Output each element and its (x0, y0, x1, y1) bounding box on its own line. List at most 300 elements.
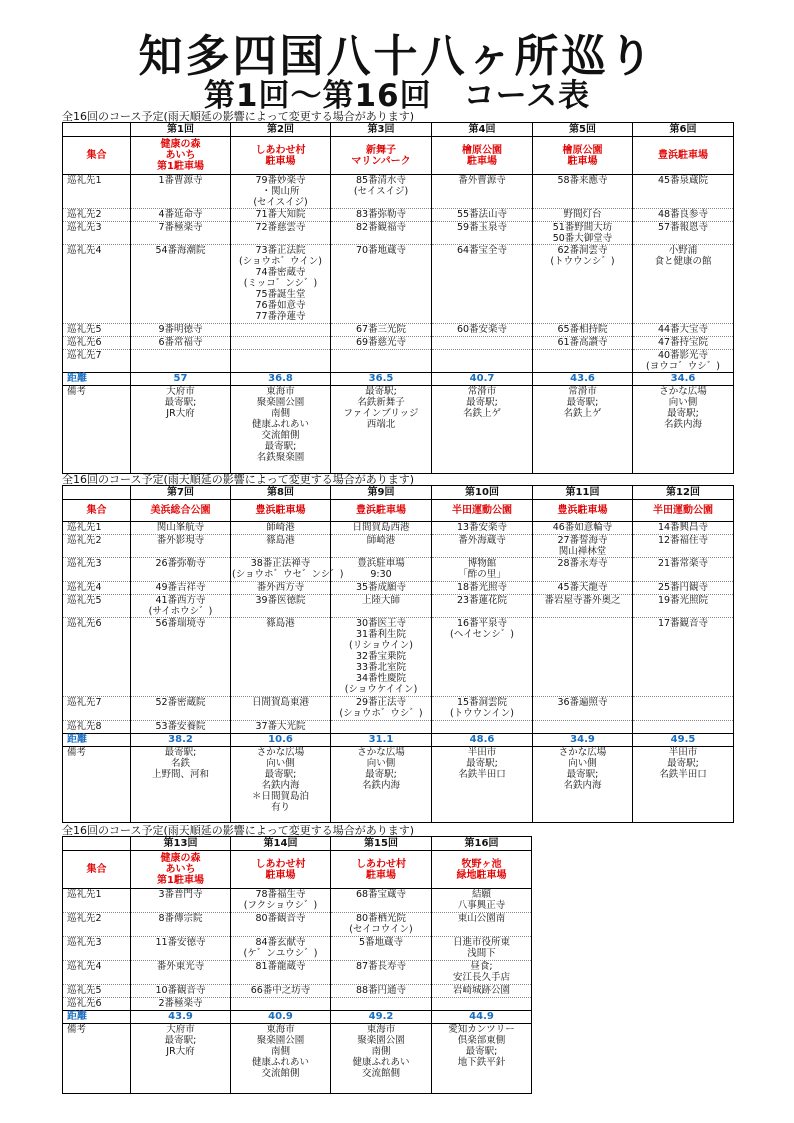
temple-cell-text: 35番成願寺 (355, 582, 407, 593)
temple-cell-text: 昼食; 安江長久手店 (452, 961, 510, 983)
temple-cell-text: 13番安楽寺 (456, 522, 508, 533)
temple-cell-text: 47番持宝院 (657, 337, 709, 348)
temple-cell-text: 東山公園南 (457, 913, 506, 924)
temple-cell-text: 26番弥勒寺 (155, 558, 206, 569)
temple-cell (231, 245, 331, 324)
remark-cell-text: 東海市 聚楽園公園 南側 健康ふれあい 交流館側 (352, 1024, 410, 1079)
temple-cell (331, 913, 432, 937)
temple-cell (331, 595, 432, 618)
row-label-stop (63, 245, 131, 324)
course-table-3 (62, 836, 532, 1094)
temple-cell-text: 野間灯台 (563, 209, 602, 220)
round-header-text: 第11回 (565, 487, 600, 498)
temple-cell-text: 45番天龍寺 (557, 582, 608, 593)
row-label-stop-text: 巡礼先2 (67, 913, 102, 924)
temple-cell (231, 558, 344, 582)
temple-cell (533, 245, 633, 324)
round-header (432, 486, 533, 500)
temple-cell-text: 6番常福寺 (158, 337, 203, 348)
temple-cell (432, 697, 533, 721)
round-header-text: 第16回 (464, 838, 499, 849)
temple-cell-text: 小野浦 食と健康の館 (654, 245, 712, 267)
temple-cell (331, 998, 432, 1011)
remark-cell (331, 747, 432, 823)
temple-cell-text: 27番誓海寺 関山禅林堂 (557, 535, 608, 557)
row-label-stop (63, 558, 131, 582)
remark-cell (231, 747, 331, 823)
temple-cell (131, 889, 231, 913)
distance-value-text: 31.1 (368, 734, 394, 745)
remark-cell-text: 愛知カンツリー 倶楽部東側 最寄駅; 地下鉄平針 (448, 1024, 515, 1068)
temple-cell (131, 175, 231, 209)
pilgrimage-stop-row (63, 721, 734, 734)
distance-value (331, 373, 432, 386)
temple-cell-text: 番外西方寺 (256, 582, 305, 593)
pilgrimage-stop-row (63, 337, 734, 350)
distance-value-text: 57 (173, 373, 188, 384)
temple-cell-text: 篠島港 (266, 618, 295, 629)
round-header-text: 第8回 (267, 487, 294, 498)
row-label-stop-text: 巡礼先4 (67, 582, 102, 593)
temple-cell-text: 30番医王寺 31番利生院 (リショウイン) 32番宝乗院 33番北室院 34番性慶院 (ショウケイイン) (344, 618, 418, 695)
temple-cell-text: 65番相持院 (557, 324, 608, 335)
round-header-text: 第3回 (367, 124, 395, 135)
remark-cell (131, 1024, 231, 1094)
temple-cell-text: 8番傳宗院 (158, 913, 203, 924)
temple-cell-text: 9番明徳寺 (158, 324, 203, 335)
temple-cell (131, 337, 231, 350)
remarks-row (63, 747, 734, 823)
temple-cell-text: 60番安楽寺 (456, 324, 508, 335)
temple-cell (633, 175, 734, 209)
row-label-stop (63, 324, 131, 337)
remark-cell (331, 386, 432, 474)
meeting-point (533, 137, 633, 175)
meeting-point-text: 健康の森 あいち 第1駐車場 (157, 853, 204, 886)
temple-cell-text: 上陸大師 (361, 595, 400, 606)
temple-cell (533, 337, 633, 350)
round-header-row (63, 486, 734, 500)
temple-cell-text: 83番弥勒寺 (355, 209, 407, 220)
meeting-point-row (63, 500, 734, 522)
temple-cell-text: 番外海蔵寺 (458, 535, 506, 546)
temple-cell (432, 889, 532, 913)
temple-cell (633, 522, 734, 535)
row-label-remarks-text: 備考 (67, 1024, 87, 1035)
temple-cell-text: 5番地蔵寺 (358, 937, 404, 948)
temple-cell (533, 697, 633, 721)
temple-cell (331, 889, 432, 913)
temple-cell (432, 618, 533, 697)
temple-cell-text: 51番野間大坊 50番大御堂寺 (552, 222, 613, 244)
meeting-point (131, 500, 231, 522)
row-label-stop (63, 582, 131, 595)
temple-cell-text: 64番宝全寺 (456, 245, 508, 256)
row-label-stop-text: 巡礼先2 (67, 209, 102, 220)
row-label-stop-text: 巡礼先5 (67, 985, 102, 996)
temple-cell (331, 350, 432, 373)
round-header (432, 123, 533, 137)
temple-cell (633, 535, 734, 558)
temple-cell (633, 209, 734, 222)
temple-cell (331, 961, 432, 985)
meeting-point (331, 137, 432, 175)
pilgrimage-stop-row (63, 222, 734, 245)
row-label-stop-text: 巡礼先7 (67, 697, 102, 708)
pilgrimage-stop-row (63, 937, 532, 961)
row-label-stop-text: 巡礼先3 (67, 558, 102, 569)
temple-cell-text: 49番吉祥寺 (155, 582, 206, 593)
temple-cell-text: 80番栖光院 (セイコウイン) (349, 913, 413, 935)
temple-cell-text: 日間賀島西港 (352, 522, 410, 533)
temple-cell-text: 28番永寿寺 (557, 558, 608, 569)
temple-cell-text: 16番平泉寺 (ヘイセンシ゛) (450, 618, 514, 640)
schedule-note-1: 全16回のコース予定(雨天順延の影響によって変更する場合があります) (62, 110, 415, 123)
remark-cell (331, 1024, 432, 1094)
row-label-stop (63, 937, 131, 961)
row-label-parking (63, 500, 131, 522)
temple-cell-text: 番外曹源寺 (458, 175, 506, 186)
distance-value (231, 373, 331, 386)
meeting-point-row (63, 137, 734, 175)
temple-cell (633, 337, 734, 350)
row-label-stop-text: 巡礼先2 (67, 535, 102, 546)
row-label-stop-text: 巡礼先8 (67, 721, 102, 732)
temple-cell (231, 998, 331, 1011)
round-header (231, 486, 331, 500)
temple-cell-text: 1番曹源寺 (158, 175, 203, 186)
temple-cell (432, 324, 533, 337)
temple-cell (633, 245, 734, 324)
round-header-text: 第2回 (267, 124, 294, 135)
pilgrimage-stop-row (63, 209, 734, 222)
temple-cell (533, 535, 633, 558)
temple-cell-text: 師崎港 (266, 522, 295, 533)
distance-value-text: 44.9 (469, 1011, 494, 1022)
meeting-point-text: しあわせ村 駐車場 (255, 144, 306, 167)
distance-value-text: 49.2 (368, 1011, 394, 1022)
remarks-row (63, 386, 734, 474)
distance-value-text: 36.8 (268, 373, 293, 384)
row-label-stop (63, 350, 131, 373)
temple-cell (231, 937, 331, 961)
round-header (231, 123, 331, 137)
round-header (633, 486, 734, 500)
row-label-stop-text: 巡礼先6 (67, 618, 102, 629)
distance-value-text: 40.7 (469, 373, 495, 384)
round-header (331, 123, 432, 137)
round-header (331, 486, 432, 500)
distance-value (633, 734, 734, 747)
temple-cell (432, 350, 533, 373)
row-label-stop-text: 巡礼先1 (67, 889, 102, 900)
temple-cell (432, 175, 533, 209)
temple-cell (131, 721, 231, 734)
temple-cell-text: 61番高讃寺 (557, 337, 608, 348)
temple-cell-text: 14番興昌寺 (657, 522, 709, 533)
distance-value (432, 734, 533, 747)
row-label-stop-text: 巡礼先4 (67, 245, 102, 256)
round-header-text: 第14回 (263, 838, 298, 849)
temple-cell-text: 37番大光院 (255, 721, 306, 732)
temple-cell (432, 582, 533, 595)
meeting-point-text: しあわせ村 駐車場 (255, 858, 306, 881)
pilgrimage-stop-row (63, 582, 734, 595)
temple-cell (231, 350, 331, 373)
temple-cell (533, 175, 633, 209)
temple-cell (131, 937, 231, 961)
temple-cell (331, 337, 432, 350)
temple-cell-text: 53番安養院 (155, 721, 206, 732)
header-corner (63, 486, 131, 500)
remark-cell-text: さかな広場 向い側 最寄駅; 名鉄内海 (659, 386, 707, 430)
temple-cell-text: 36番遍照寺 (557, 697, 608, 708)
temple-cell-text: 11番安徳寺 (155, 937, 206, 948)
temple-cell (633, 582, 734, 595)
distance-value (533, 734, 633, 747)
round-header-row (63, 837, 532, 851)
remark-cell (432, 386, 533, 474)
temple-cell (533, 721, 633, 734)
temple-cell-text: 69番慈光寺 (355, 337, 407, 348)
meeting-point-text: 牧野ヶ池 緑地駐車場 (456, 858, 507, 881)
temple-cell (131, 998, 231, 1011)
distance-value (131, 1011, 231, 1024)
temple-cell-text: 46番如意輪寺 (552, 522, 613, 533)
meeting-point-text: しあわせ村 駐車場 (356, 858, 406, 881)
page-subtitle: 第1回〜第16回 コース表 (203, 78, 591, 114)
row-label-stop-text: 巡礼先6 (67, 998, 102, 1009)
temple-cell (131, 618, 231, 697)
temple-cell-text: 52番密蔵院 (155, 697, 206, 708)
temple-cell (533, 618, 633, 697)
temple-cell-text: 豊浜駐車場 9:30 (357, 558, 405, 580)
round-header (432, 837, 532, 851)
temple-cell (331, 222, 432, 245)
round-header (533, 123, 633, 137)
row-label-remarks (63, 1024, 131, 1094)
temple-cell-text: 87番長寿寺 (355, 961, 407, 972)
temple-cell (432, 522, 533, 535)
temple-cell-text: 関山峯航寺 (156, 522, 205, 533)
row-label-stop-text: 巡礼先4 (67, 961, 102, 972)
temple-cell-text: 81番龍蔵寺 (255, 961, 306, 972)
temple-cell-text: 29番正法寺 (ショウホ゛ウシ゛) (339, 697, 423, 719)
remarks-row (63, 1024, 532, 1094)
meeting-point (231, 851, 331, 889)
distance-value (533, 373, 633, 386)
temple-cell (231, 337, 331, 350)
meeting-point-text: 半田運動公園 (452, 505, 512, 516)
remark-cell-text: 大府市 最寄駅; JR大府 (164, 1024, 197, 1057)
temple-cell-text: 12番福住寺 (657, 535, 709, 546)
temple-cell (331, 522, 432, 535)
temple-cell (231, 697, 331, 721)
temple-cell (533, 222, 633, 245)
temple-cell-text: 55番法山寺 (456, 209, 508, 220)
temple-cell (633, 350, 734, 373)
row-label-stop (63, 595, 131, 618)
row-label-distance-text: 距離 (67, 373, 87, 384)
pilgrimage-stop-row (63, 697, 734, 721)
temple-cell (432, 222, 533, 245)
temple-cell-text: 57番報恩寺 (657, 222, 709, 233)
row-label-parking (63, 137, 131, 175)
temple-cell-text: 80番観音寺 (255, 913, 306, 924)
remark-cell-text: さかな広場 向い側 最寄駅; 名鉄内海 (357, 747, 405, 791)
row-label-stop-text: 巡礼先5 (67, 595, 102, 606)
remark-cell (633, 747, 734, 823)
temple-cell-text: 67番三光院 (355, 324, 407, 335)
remark-cell (432, 1024, 532, 1094)
temple-cell-text: 4番延命寺 (158, 209, 203, 220)
pilgrimage-stop-row (63, 245, 734, 324)
temple-cell (633, 595, 734, 618)
distance-row (63, 1011, 532, 1024)
row-label-stop (63, 721, 131, 734)
course-table-2 (62, 485, 734, 823)
meeting-point (131, 851, 231, 889)
meeting-point-text: 健康の森 あいち 第1駐車場 (157, 139, 204, 172)
distance-value-text: 48.6 (469, 734, 495, 745)
header-corner (63, 123, 131, 137)
temple-cell-text: 88番円通寺 (355, 985, 407, 996)
temple-cell-text: 68番宝蔵寺 (355, 889, 407, 900)
meeting-point-text: 新舞子 マリンパーク (351, 144, 411, 167)
temple-cell (331, 175, 432, 209)
meeting-point (231, 137, 331, 175)
remark-cell-text: さかな広場 向い側 最寄駅; 名鉄内海 (558, 747, 607, 791)
round-header-text: 第12回 (666, 487, 700, 498)
distance-value-text: 43.9 (168, 1011, 193, 1022)
row-label-distance-text: 距離 (67, 734, 87, 745)
temple-cell (633, 558, 734, 582)
pilgrimage-stop-row (63, 558, 734, 582)
pilgrimage-stop-row (63, 618, 734, 697)
round-header-text: 第15回 (364, 838, 398, 849)
temple-cell (331, 721, 432, 734)
remark-cell-text: 大府市 最寄駅; JR大府 (164, 386, 197, 419)
pilgrimage-stop-row (63, 535, 734, 558)
distance-value (231, 1011, 331, 1024)
meeting-point (432, 137, 533, 175)
temple-cell (533, 595, 633, 618)
temple-cell-text: 48番良参寺 (657, 209, 709, 220)
meeting-point-text: 檜原公園 駐車場 (562, 144, 603, 167)
temple-cell-text: 番外東光寺 (156, 961, 205, 972)
temple-cell-text: 66番中之坊寺 (250, 985, 311, 996)
row-label-stop (63, 175, 131, 209)
temple-cell (131, 209, 231, 222)
remark-cell (231, 386, 331, 474)
temple-cell (131, 582, 231, 595)
meeting-point-text: 豊浜駐車場 (658, 150, 708, 161)
row-label-stop (63, 697, 131, 721)
temple-cell-text: 18番光照寺 (456, 582, 508, 593)
temple-cell (131, 595, 231, 618)
round-header-text: 第10回 (465, 487, 499, 498)
row-label-remarks (63, 386, 131, 474)
distance-value-text: 43.6 (570, 373, 595, 384)
temple-cell-text: 17番観音寺 (657, 618, 709, 629)
round-header-text: 第4回 (468, 124, 496, 135)
pilgrimage-stop-row (63, 985, 532, 998)
temple-cell-text: 15番洞雲院 (トウウンイン) (450, 697, 514, 719)
row-label-stop (63, 961, 131, 985)
temple-cell (331, 937, 432, 961)
pilgrimage-stop-row (63, 324, 734, 337)
temple-cell (131, 985, 231, 998)
meeting-point-text: 豊浜駐車場 (557, 505, 608, 516)
schedule-note-2: 全16回のコース予定(雨天順延の影響によって変更する場合があります) (62, 473, 415, 486)
row-label-remarks-text: 備考 (67, 386, 87, 397)
row-label-remarks-text: 備考 (67, 747, 87, 758)
meeting-point-text: 半田運動公園 (653, 505, 713, 516)
temple-cell (231, 595, 331, 618)
temple-cell (533, 324, 633, 337)
remark-cell-text: 常滑市 最寄駅; 名鉄上ゲ (563, 386, 602, 419)
temple-cell (231, 913, 331, 937)
temple-cell (533, 209, 633, 222)
row-label-stop (63, 985, 131, 998)
temple-cell-text: 23番蓮花院 (456, 595, 508, 606)
temple-cell (432, 535, 533, 558)
meeting-point-text: 豊浜駐車場 (255, 505, 306, 516)
round-header (131, 123, 231, 137)
temple-cell (331, 209, 432, 222)
meeting-point-row (63, 851, 532, 889)
temple-cell-text: 58番来應寺 (557, 175, 608, 186)
temple-cell (231, 961, 331, 985)
round-header (533, 486, 633, 500)
temple-cell (432, 998, 532, 1011)
temple-cell (131, 222, 231, 245)
temple-cell (432, 209, 533, 222)
round-header-row (63, 123, 734, 137)
distance-value (131, 373, 231, 386)
temple-cell (331, 985, 432, 998)
remark-cell-text: 東海市 聚楽園公園 南側 健康ふれあい 交流館側 (251, 1024, 309, 1079)
temple-cell (633, 324, 734, 337)
row-label-distance (63, 734, 131, 747)
temple-cell (533, 350, 633, 373)
temple-cell-text: 78番福生寺 (フクショウシ゛) (243, 889, 318, 911)
pilgrimage-stop-row (63, 595, 734, 618)
distance-value (331, 1011, 432, 1024)
temple-cell-text: 25番円観寺 (657, 582, 709, 593)
temple-cell-text: 59番玉泉寺 (456, 222, 508, 233)
distance-value-text: 49.5 (670, 734, 696, 745)
distance-value-text: 40.9 (268, 1011, 293, 1022)
temple-cell (331, 697, 432, 721)
temple-cell-text: 21番常楽寺 (657, 558, 709, 569)
row-label-parking-text: 集合 (86, 505, 107, 516)
remark-cell (533, 747, 633, 823)
temple-cell-text: 10番観音寺 (155, 985, 206, 996)
temple-cell-text: 日進市役所東 浅間下 (452, 937, 510, 959)
row-label-stop-text: 巡礼先7 (67, 350, 102, 361)
row-label-parking-text: 集合 (86, 150, 107, 161)
row-label-stop (63, 913, 131, 937)
temple-cell (331, 618, 432, 697)
temple-cell (231, 721, 331, 734)
temple-cell (231, 582, 331, 595)
distance-value (331, 734, 432, 747)
temple-cell (131, 245, 231, 324)
temple-cell (432, 937, 532, 961)
remark-cell-text: 半田市 最寄駅; 名鉄半田口 (458, 747, 506, 780)
temple-cell-text: 番岩屋寺番外奥之 (544, 595, 621, 606)
